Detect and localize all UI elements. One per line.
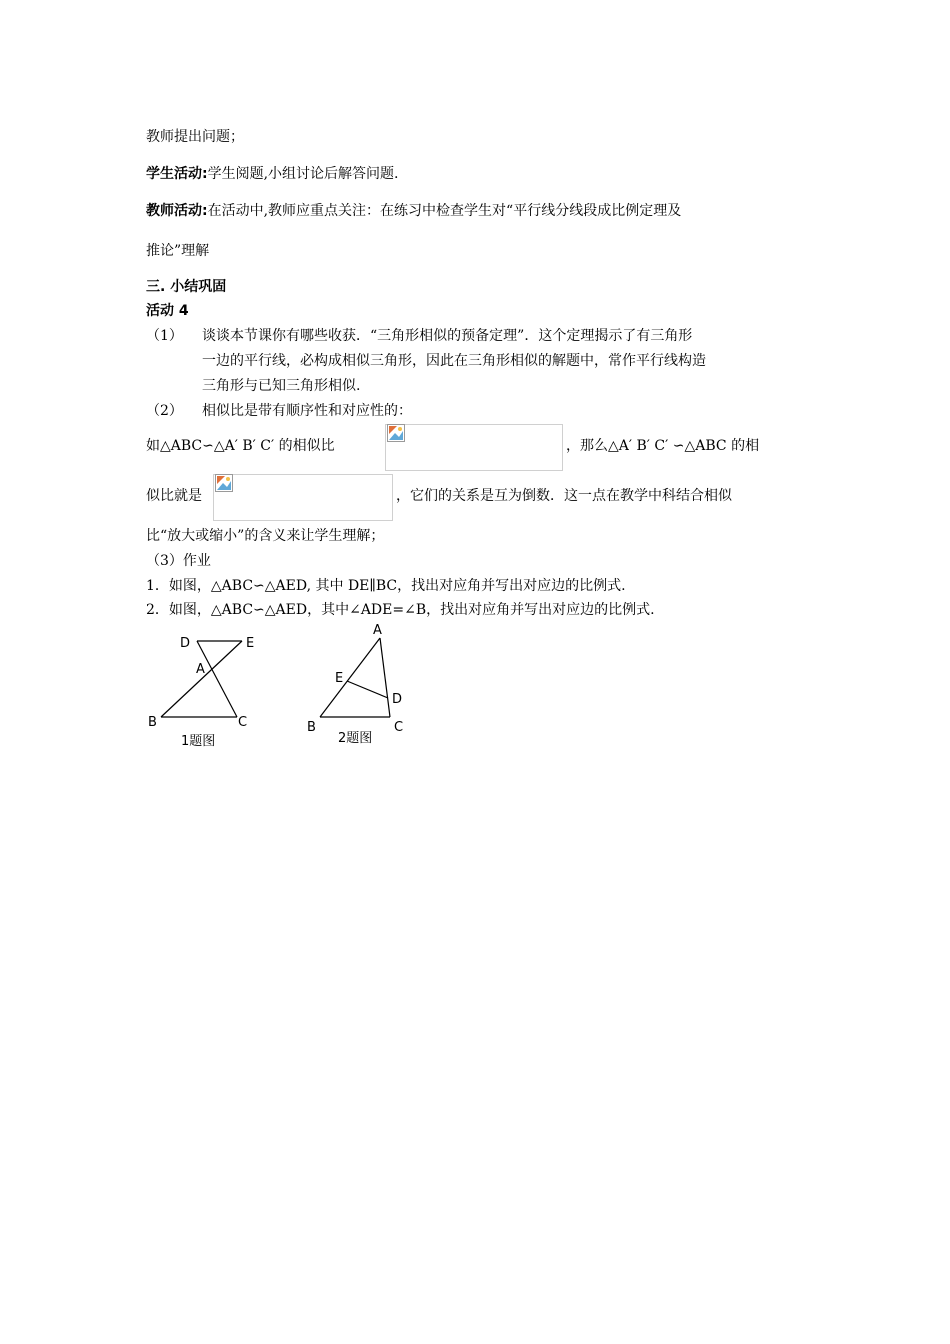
paragraph-student-activity — [146, 165, 399, 183]
point-label-e: E — [246, 636, 255, 651]
ratio-line-1-before: 如△ABC∽△A′ B′ C′ 的相似比 — [146, 438, 335, 454]
segment-dc — [197, 641, 237, 717]
figure-1-caption: 1题图 — [181, 734, 216, 749]
figure-1-diagram — [140, 628, 270, 752]
broken-image-icon — [215, 474, 233, 492]
homework-item-1: 1．如图，△ABC∽△AED, 其中 DE∥BC，找出对应角并写出对应边的比例式. — [146, 578, 626, 594]
teacher-activity-continued: 推论”理解 — [146, 243, 210, 259]
activity-heading: 活动 4 — [146, 303, 189, 319]
formula-image-placeholder — [385, 424, 563, 471]
figure-2-caption: 2题图 — [338, 731, 373, 746]
point-label-e: E — [335, 671, 344, 686]
segment-ed — [347, 681, 388, 698]
teacher-activity-text: 在活动中,教师应重点关注：在练习中检查学生对“平行线分线段成比例定理及 — [207, 203, 682, 219]
point-label-c: C — [238, 715, 248, 730]
section-heading: 三. 小结巩固 — [146, 279, 227, 295]
item2-text: 相似比是带有顺序性和对应性的： — [202, 403, 412, 419]
figure-2-diagram — [300, 620, 420, 750]
point-label-d: D — [392, 692, 403, 707]
student-activity-text: 学生阅题,小组讨论后解答问题. — [207, 166, 399, 182]
item1-number: （1） — [146, 328, 183, 344]
formula-image-placeholder — [213, 474, 393, 521]
point-label-a: A — [196, 662, 205, 677]
segment-ac — [380, 638, 390, 717]
point-label-d: D — [180, 636, 191, 651]
homework-heading: （3）作业 — [146, 553, 211, 569]
point-label-b: B — [148, 715, 157, 730]
item2-number: （2） — [146, 403, 183, 419]
paragraph-teacher-question: 教师提出问题； — [146, 129, 244, 145]
broken-image-icon — [387, 424, 405, 442]
ratio-line-2-after: ，它们的关系是互为倒数．这一点在教学中科结合相似 — [396, 488, 732, 504]
ratio-line-2-before: 似比就是 — [146, 488, 202, 504]
point-label-c: C — [394, 720, 404, 735]
item1-line: 一边的平行线，必构成相似三角形，因此在三角形相似的解题中，常作平行线构造 — [202, 353, 706, 369]
item1-line: 三角形与已知三角形相似. — [202, 378, 361, 394]
teacher-activity-label: 教师活动: — [146, 203, 208, 219]
point-label-b: B — [307, 720, 316, 735]
point-label-a: A — [373, 623, 382, 638]
ratio-line-1-after: ，那么△A′ B′ C′ ∽△ABC 的相 — [566, 438, 760, 454]
segment-eb — [161, 641, 242, 717]
item1-line: 谈谈本节课你有哪些收获．“三角形相似的预备定理”．这个定理揭示了有三角形 — [202, 328, 693, 344]
ratio-line-3: 比“放大或缩小”的含义来让学生理解； — [146, 528, 385, 544]
homework-item-2: 2．如图，△ABC∽△AED，其中∠ADE=∠B，找出对应角并写出对应边的比例式. — [146, 602, 655, 618]
segment-ab — [320, 638, 380, 717]
paragraph-teacher-activity — [146, 202, 681, 220]
student-activity-label: 学生活动: — [146, 166, 208, 182]
